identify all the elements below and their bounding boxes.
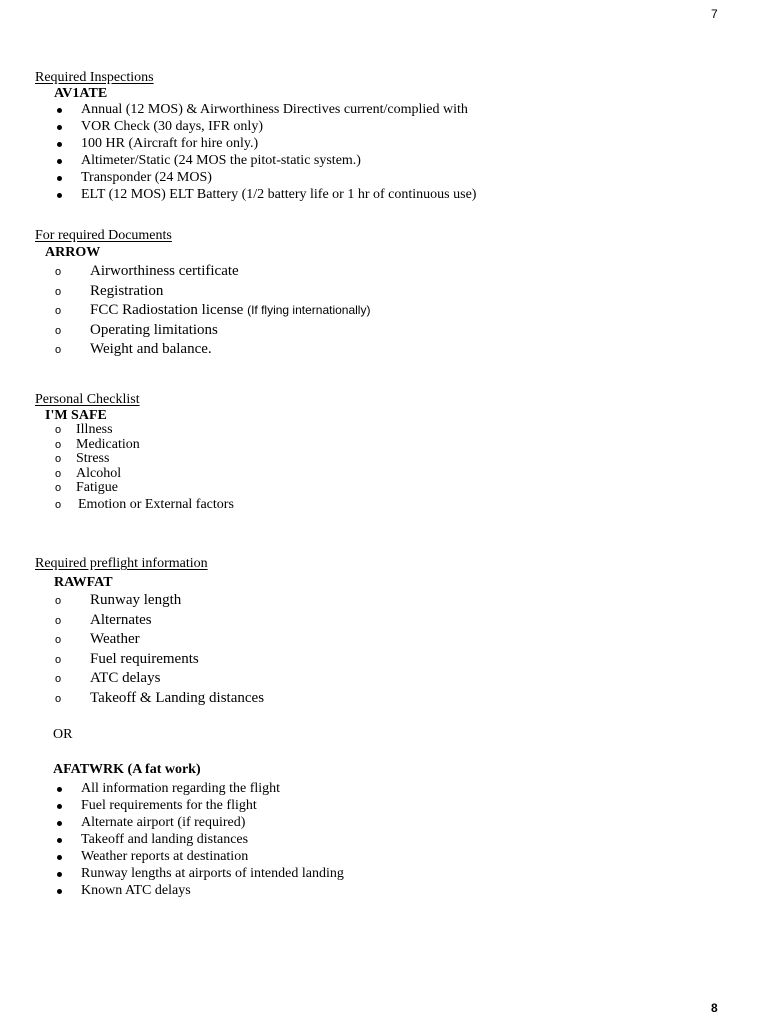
list-item: o Alternates: [55, 611, 264, 631]
circle-bullet-icon: o: [55, 305, 62, 318]
list-item: o Emotion or External factors: [55, 496, 234, 512]
acronym-rawfat: RAWFAT: [54, 575, 113, 590]
list-item: Known ATC delays: [57, 882, 344, 899]
bullet-icon: [57, 780, 64, 797]
list-item: o Illness: [55, 422, 113, 437]
circle-bullet-icon: o: [55, 595, 62, 607]
heading-preflight-information: Required preflight information: [35, 556, 208, 571]
acronym-afatwrk: AFATWRK (A fat work): [53, 762, 201, 777]
heading-required-inspections: Required Inspections: [35, 70, 154, 85]
or-separator: OR: [53, 727, 73, 742]
acronym-aviate: AV1ATE: [54, 86, 108, 101]
bullet-icon: [57, 882, 64, 899]
list-item: o Takeoff & Landing distances: [55, 689, 264, 709]
list-item: All information regarding the flight: [57, 780, 344, 797]
circle-bullet-icon: o: [55, 344, 62, 357]
bullet-icon: [57, 118, 64, 135]
page-number-top: 7: [711, 7, 718, 21]
circle-bullet-icon: o: [55, 482, 62, 495]
inspections-list: [57, 101, 476, 203]
circle-bullet-icon: o: [55, 673, 62, 686]
acronym-arrow: ARROW: [45, 245, 101, 260]
circle-bullet-icon: o: [55, 285, 62, 298]
item-note: (If flying internationally): [247, 303, 371, 318]
list-item: o Stress: [55, 451, 110, 467]
acronym-im-safe: I'M SAFE: [45, 408, 107, 423]
bullet-icon: [57, 865, 64, 882]
list-item: o Weight and balance.: [55, 340, 370, 360]
page-number-bottom: 8: [711, 1001, 718, 1015]
circle-bullet-icon: o: [55, 266, 62, 278]
bullet-icon: [57, 135, 64, 152]
circle-bullet-icon: o: [55, 453, 62, 466]
list-item: o Registration: [55, 282, 370, 302]
list-item: Annual (12 MOS) & Airworthiness Directives current/complied with: [57, 101, 476, 118]
heading-required-documents: For required Documents: [35, 228, 172, 243]
bullet-icon: [57, 152, 64, 169]
circle-bullet-icon: o: [55, 653, 62, 666]
bullet-icon: [57, 186, 64, 203]
circle-bullet-icon: o: [55, 498, 62, 511]
preflight-list: [55, 591, 264, 709]
list-item: o Airworthiness certificate: [55, 262, 370, 282]
bullet-icon: [57, 848, 64, 865]
list-item: Transponder (24 MOS): [57, 169, 476, 186]
list-item: o Weather: [55, 630, 264, 650]
circle-bullet-icon: o: [55, 467, 62, 480]
list-item: o ATC delays: [55, 669, 264, 689]
bullet-icon: [57, 101, 64, 118]
list-item: Weather reports at destination: [57, 848, 344, 865]
list-item: o Fatigue: [55, 480, 118, 496]
circle-bullet-icon: o: [55, 438, 62, 451]
list-item: Alternate airport (if required): [57, 814, 344, 831]
list-item: Fuel requirements for the flight: [57, 797, 344, 814]
circle-bullet-icon: o: [55, 614, 62, 627]
heading-personal-checklist: Personal Checklist: [35, 392, 140, 407]
list-item: o Alcohol: [55, 465, 122, 481]
circle-bullet-icon: o: [55, 634, 62, 647]
list-item: Runway lengths at airports of intended landing: [57, 865, 344, 882]
list-item: ELT (12 MOS) ELT Battery (1/2 battery life or 1 hr of continuous use): [57, 186, 476, 203]
list-item: o Runway length: [55, 591, 264, 611]
documents-list: [55, 262, 370, 360]
bullet-icon: [57, 169, 64, 186]
list-item: o Fuel requirements: [55, 650, 264, 670]
list-item: Altimeter/Static (24 MOS the pitot-static system.): [57, 152, 476, 169]
bullet-icon: [57, 814, 64, 831]
circle-bullet-icon: o: [55, 424, 62, 436]
bullet-icon: [57, 797, 64, 814]
list-item: VOR Check (30 days, IFR only): [57, 118, 476, 135]
list-item: o Operating limitations: [55, 321, 370, 341]
circle-bullet-icon: o: [55, 324, 62, 337]
personal-checklist-list: [55, 423, 234, 513]
list-item: o FCC Radiostation license (If flying internationally): [55, 301, 370, 321]
list-item: 100 HR (Aircraft for hire only.): [57, 135, 476, 152]
afatwrk-list: [57, 780, 344, 899]
list-item: o Medication: [55, 436, 140, 452]
list-item: Takeoff and landing distances: [57, 831, 344, 848]
bullet-icon: [57, 831, 64, 848]
circle-bullet-icon: o: [55, 692, 62, 705]
